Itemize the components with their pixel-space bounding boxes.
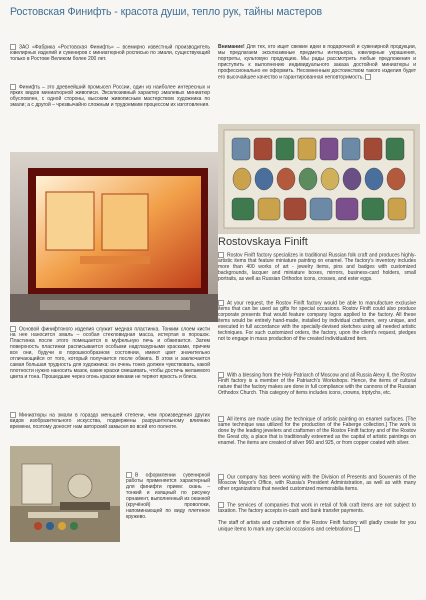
en-paragraph-6: The services of companies that work in retail of folk craft items are not subject to taxation. The factory accepts in-cash and bank transfer payments. [218, 502, 416, 515]
bullet-icon [218, 416, 224, 422]
bullet-icon [10, 326, 16, 332]
ru-paragraph-6: В оформлении сувенирной работы применяется характерный для финифти прием: скань – тонкий и изящный по рисунку орнамент, выполненный из оканной (кручёной) проволоки, напоминающей по виду плетеное кружево. [126, 472, 210, 521]
en-paragraph-5: Our company has been working with the Division of Presents and Souvenirs of the Moscow Mayor's Office, with Russia's President Administration, as well as with many other organizations that needed customized memorabilia items. [218, 474, 416, 493]
en-section-title: Rostovskaya Finift [218, 236, 308, 248]
en-paragraph-2: At your request, the Rostov Finift factory would be able to manufacture exclusive items that can be used as gifts for special occasions. Rostov Finift could also produce corporate presents that would feature company logos applied to the factory. All these items would be entirely hand-made, installed by individual craftsmen, very unique, and executed in full accordance with the specially-devised sketches using all needed artistic techniques. For such customized orders, the factory, upon the client's request, pledges not to engage in mass production of the created individualized item. [218, 300, 416, 343]
en-paragraph-3: With a blessing from the Holy Patriarch of Moscow and all Russia Alexy II, the Rostov Finift factory is a member of the Patriarch's Workshops. Hence, the items of cultural nature that the factory makes are done in full compliance with the cannons of the Russian Orthodox Church. This category of items includes icons, crowns, triptychs, etc. [218, 372, 416, 397]
kiln-photo [10, 152, 218, 322]
bullet-icon [218, 372, 224, 378]
bullet-icon [10, 412, 16, 418]
workbench-photo [10, 446, 120, 542]
bullet-icon [218, 300, 224, 306]
ru-paragraph-3: Внимание! Для тех, кто ищет свежие идеи в подарочной и сувенирной продукции, мы предлагаем эксклюзивные предметы интерьера, ювелирные украшения, портреты, культовую продукцию. Мы рады рассмотреть любые предложения и приступить к выполнению индивидуального заказа достойной миниатюры и профессионально ее оформить. Несомненным достоинством такого изделия будет его высочайшее качество и гарантированная неповторимость. [218, 44, 417, 81]
page-title: Ростовская Финифть - красота души, тепло рук, тайны мастеров [10, 6, 323, 18]
bullet-icon [218, 502, 224, 508]
ru-paragraph-2: Финифть – это древнейший промысел России, один из наиболее интересных и ярких видов миниатюрной живописи. Эксклюзивный характер эмалевых миниатюр обусловлен, с одной стороны, высоким живописным мастерством художника по эмали; а с другой – чрезвычайно сложным и трудоемким процессом их изготовления. [10, 84, 210, 109]
ru-paragraph-5: Миниатюры на эмали в гораздо меньшей степени, чем произведения других видов изобразительного искусства, подвержены разрушительному влиянию времени, поэтому доносят нам авторский замысел во всей его полноте. [10, 412, 210, 431]
ru-paragraph-4: Основой финифтяного изделия служит медная пластинка. Тонким слоем кисти на нее наносится эмаль – особая стекловидная масса, истертая в порошок. Пластинка после этого помещается в муфельную печь и обжигается. Затем поверхность пластинки расписывается особыми надглазурными красками, причем все они, будучи в порошкообразном состоянии, имеют цвет значительно отличающийся от того, который получается после обжига. В этом и заключается самая большая трудность для художника: он очень тонко должен чувствовать, какой плотности нужно наносить мазок, какие краски смешивать, чтобы достичь желаемого цвета и тона. Прошедшие через огонь краски веками не теряют яркость и блеск. [10, 326, 210, 381]
ru-paragraph-1: ЗАО «Фабрика «Ростовская Финифть» – всемирно известный производитель ювелирных изделий и сувениров с миниатюрной росписью по эмали, существующий только в Ростове Великом более 200 лет. [10, 44, 210, 63]
bullet-icon [365, 74, 371, 80]
en-paragraph-4: All items are made using the technique of artistic painting on enamel surfaces. [The same technique was utilized for the production of the Faberge collection.] The work is done by the leading jewelers and craftsmen of the Rostov Finift factory and of the Rostov the Great city, a place that is traditionally esteemed as the capital of artistic paintings on enamel. The items are created of silver 960 and 925, or from copper coated with silver. [218, 416, 416, 447]
bullet-icon [218, 474, 224, 480]
miniatures-photo [218, 124, 420, 234]
en-paragraph-7: The staff of artists and craftsmen of the Rostov Finift factory will gladly create for you unique items to mark any special occasions and celebrations [218, 520, 416, 533]
bullet-icon [218, 252, 224, 258]
bullet-icon [354, 526, 360, 532]
en-paragraph-1: Rostov Finift factory specializes in traditional Russian folk craft and produces highly-artistic items that feature miniature painting on enamel. The factory's inventory includes more than 400 works of art - jewelry items, pins and badges with customized backgrounds, lacquer and miniature boxes, mirrors, business-card holders, small portraits, as well as Russian Orthodox icons, crosses, and ester eggs. [218, 252, 416, 283]
